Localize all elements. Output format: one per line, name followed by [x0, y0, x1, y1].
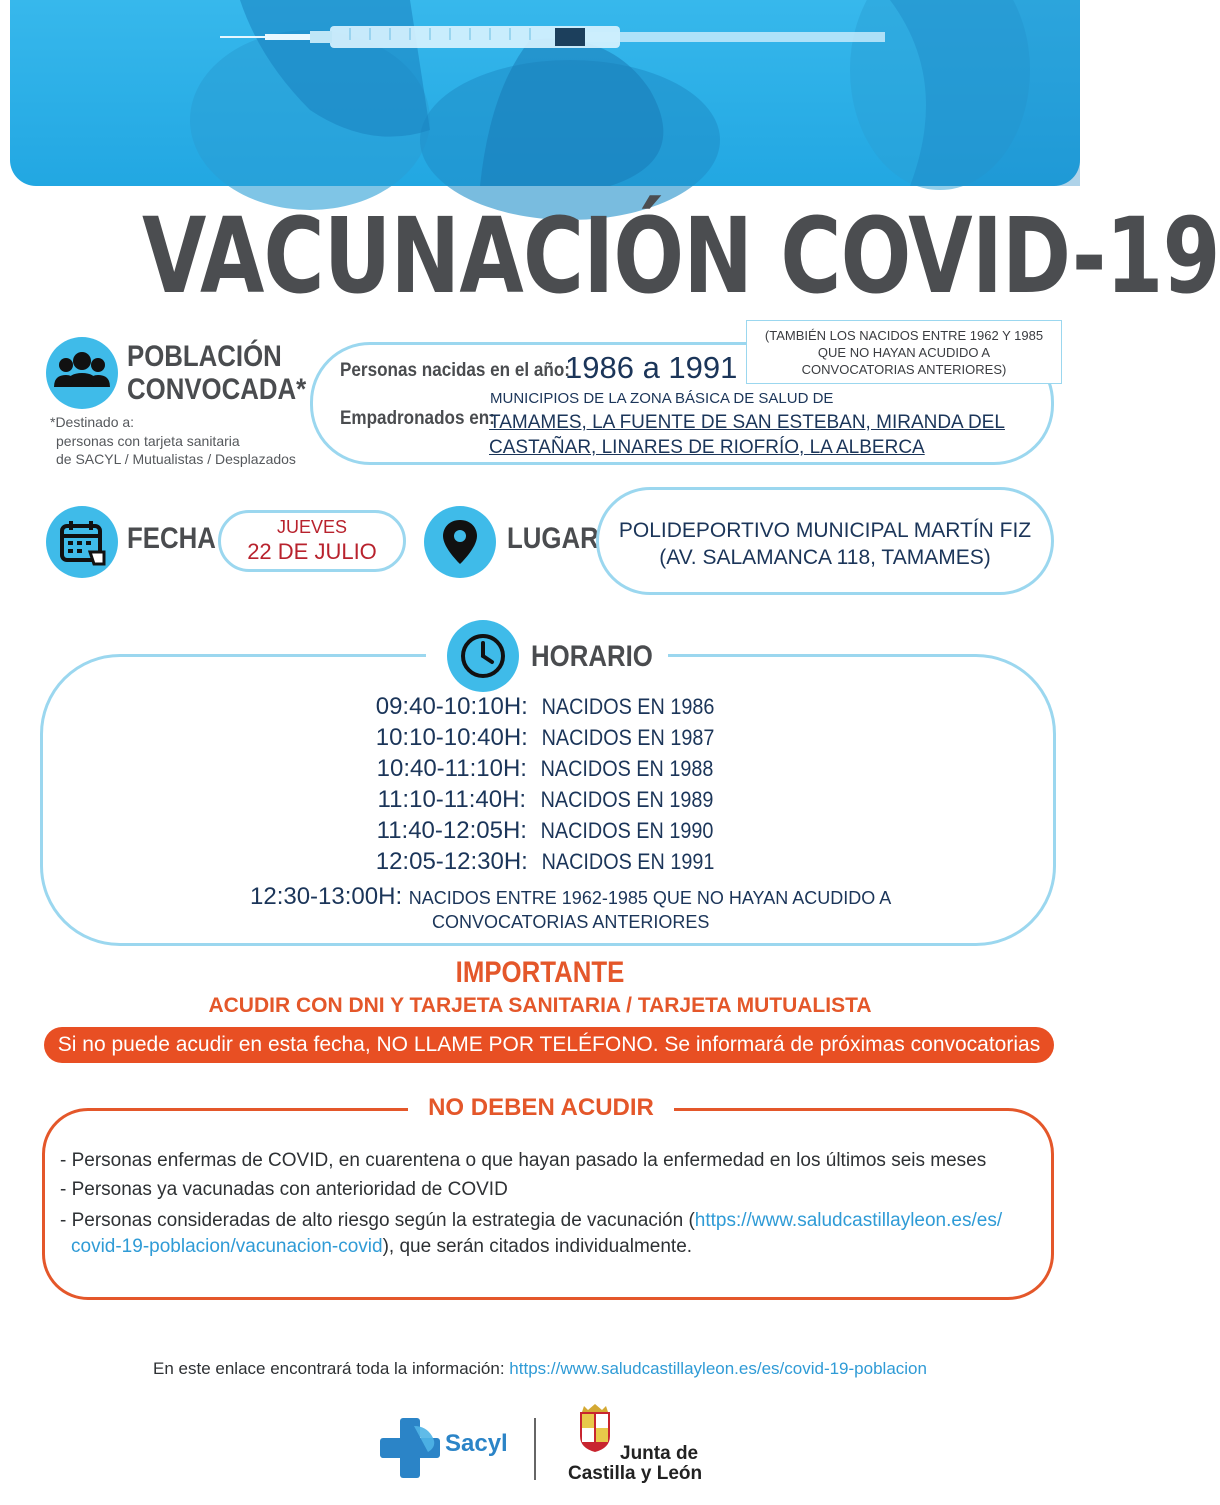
schedule-time: 10:10-10:40H: [375, 724, 528, 751]
location-pin-icon [424, 506, 496, 578]
lugar-line1: POLIDEPORTIVO MUNICIPAL MARTÍN FIZ [618, 519, 1032, 542]
poblacion-label-line2: CONVOCADA* [127, 373, 307, 406]
people-icon [46, 337, 118, 409]
fecha-pill [218, 510, 406, 572]
destinado-line1: personas con tarjeta sanitaria [56, 433, 240, 449]
municipios-heading: MUNICIPIOS DE LA ZONA BÁSICA DE SALUD DE [490, 390, 834, 407]
lugar-pill [596, 487, 1054, 595]
sacyl-logo-icon [376, 1414, 444, 1482]
note-line3: CONVOCATORIAS ANTERIORES) [801, 362, 1007, 377]
junta-logo-text [568, 1444, 702, 1484]
no-deben-item: - Personas enfermas de COVID, en cuarentena o que hayan pasado la enfermedad en los últimos seis meses [60, 1150, 987, 1171]
schedule-row-last [250, 883, 891, 911]
fecha-day: JUEVES [276, 517, 348, 537]
schedule-time: 09:40-10:10H: [375, 693, 528, 720]
footer-info [0, 1359, 1080, 1379]
schedule-desc: NACIDOS ENTRE 1962-1985 QUE NO HAYAN ACUDIDO A [408, 888, 892, 908]
poblacion-label-line1: POBLACIÓN [127, 340, 282, 373]
no-deben-item-text: ), que serán citados individualmente. [382, 1236, 693, 1257]
schedule-row [120, 817, 980, 845]
schedule-desc: NACIDOS EN 1986 [541, 694, 715, 719]
warning-banner: Si no puede acudir en esta fecha, NO LLAME POR TELÉFONO. Se informará de próximas convocatorias [44, 1027, 1054, 1063]
schedule-desc-continued: CONVOCATORIAS ANTERIORES [432, 912, 710, 932]
importante-title: IMPORTANTE [455, 956, 625, 989]
fecha-label: FECHA [127, 522, 216, 555]
schedule-desc: NACIDOS EN 1990 [541, 818, 714, 843]
schedule-row [120, 786, 980, 814]
schedule-time: 12:30-13:00H: [250, 883, 403, 910]
schedule-time: 11:10-11:40H: [377, 786, 527, 813]
destinado-line2: de SACYL / Mutualistas / Desplazados [56, 451, 296, 467]
no-deben-title: NO DEBEN ACUDIR [428, 1094, 654, 1121]
nacidos-label: Personas nacidas en el año: [340, 360, 570, 381]
junta-line2: Castilla y León [568, 1463, 703, 1484]
sacyl-logo-text: Sacyl [445, 1430, 508, 1457]
schedule-time: 11:40-12:05H: [376, 817, 527, 844]
vacunacion-link-continued[interactable]: covid-19-poblacion/vacunacion-covid [71, 1236, 383, 1257]
municipios-line2: CASTAÑAR, LINARES DE RIOFRÍO, LA ALBERCA [489, 437, 925, 458]
nacidos-note [746, 320, 1062, 384]
schedule-desc: NACIDOS EN 1987 [541, 725, 715, 750]
calendar-icon [46, 506, 118, 578]
lugar-line2: (AV. SALAMANCA 118, TAMAMES) [659, 546, 991, 569]
schedule-row [120, 755, 980, 783]
nacidos-years: 1986 a 1991 [565, 350, 738, 385]
empadronados-label: Empadronados en: [340, 408, 495, 429]
no-deben-item: - Personas ya vacunadas con anterioridad de COVID [60, 1179, 508, 1200]
poblacion-label [127, 340, 306, 406]
footer-link[interactable]: https://www.saludcastillayleon.es/es/covid-19-poblacion [509, 1359, 927, 1378]
lugar-label: LUGAR [507, 522, 599, 555]
fecha-date: 22 DE JULIO [247, 539, 377, 564]
footer-text: En este enlace encontrará toda la información: [153, 1359, 510, 1378]
junta-line1: Junta de [620, 1443, 699, 1464]
destinado-label: *Destinado a: [50, 414, 135, 430]
horario-label: HORARIO [531, 640, 653, 673]
logo-divider [534, 1418, 536, 1480]
municipios-list [489, 410, 1029, 460]
vacunacion-link[interactable]: https://www.saludcastillayleon.es/es/ [694, 1210, 1003, 1231]
clock-icon [447, 620, 519, 692]
destinado-text [56, 432, 296, 468]
schedule-row [120, 724, 980, 752]
schedule-desc: NACIDOS EN 1988 [541, 756, 714, 781]
note-line2: QUE NO HAYAN ACUDIDO A [817, 345, 991, 360]
hero-vaccine-image [10, 0, 1080, 186]
schedule-row [120, 848, 980, 876]
no-deben-item-text: - Personas consideradas de alto riesgo según la estrategia de vacunación ( [60, 1210, 695, 1231]
note-line1: (TAMBIÉN LOS NACIDOS ENTRE 1962 Y 1985 [764, 328, 1044, 343]
page-title: VACUNACIÓN COVID-19 [142, 195, 1220, 317]
schedule-row [120, 693, 980, 721]
schedule-time: 10:40-11:10H: [376, 755, 527, 782]
schedule-desc: NACIDOS EN 1989 [540, 787, 713, 812]
schedule-desc: NACIDOS EN 1991 [541, 849, 715, 874]
no-deben-item [60, 1208, 1040, 1260]
schedule-time: 12:05-12:30H: [375, 848, 528, 875]
municipios-line1: TAMAMES, LA FUENTE DE SAN ESTEBAN, MIRANDA DEL [489, 412, 1005, 433]
importante-subtitle: ACUDIR CON DNI Y TARJETA SANITARIA / TARJETA MUTUALISTA [208, 994, 872, 1017]
no-deben-box [42, 1108, 1054, 1300]
